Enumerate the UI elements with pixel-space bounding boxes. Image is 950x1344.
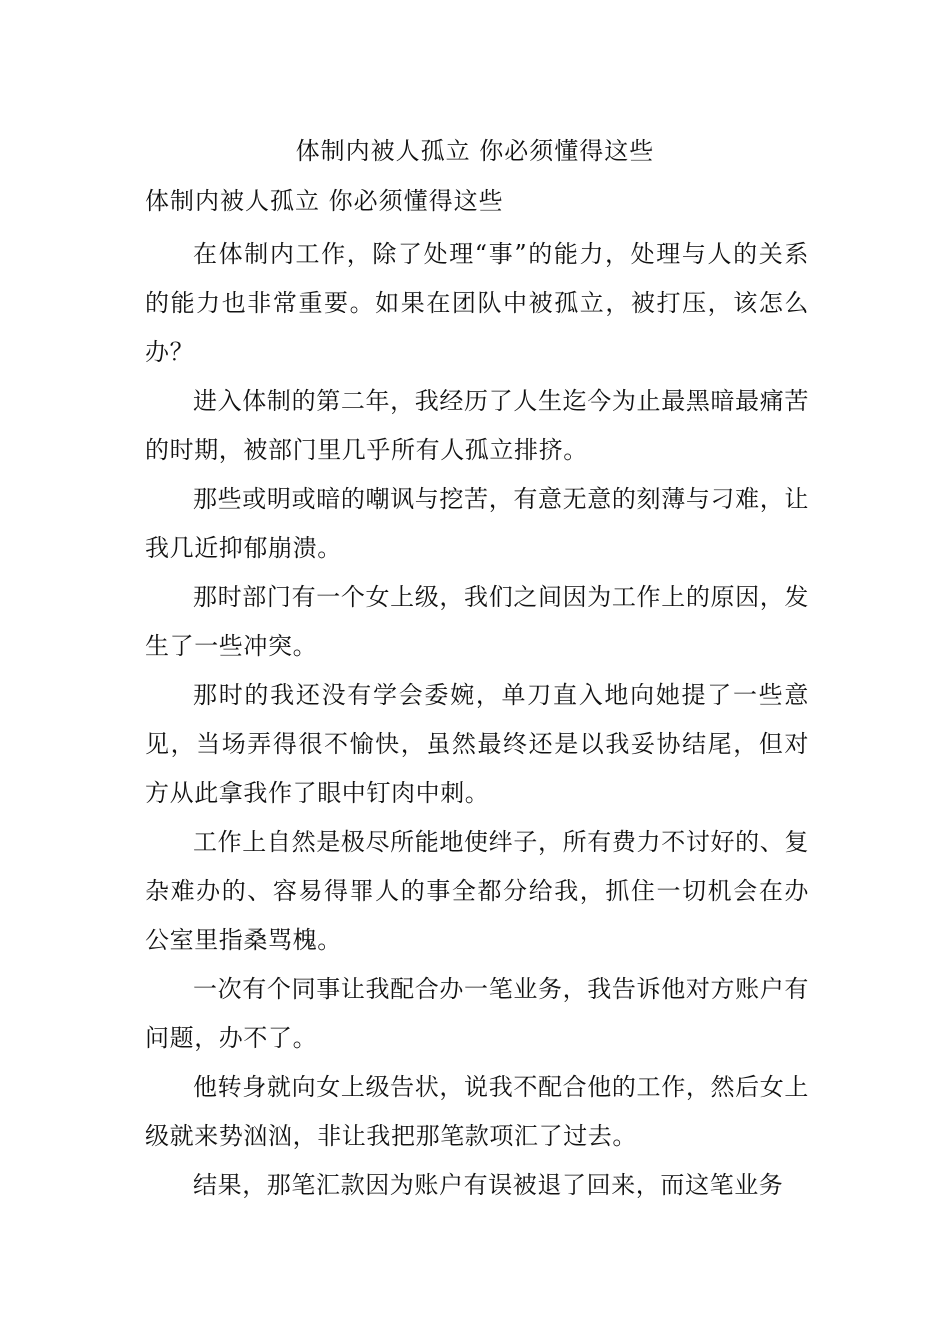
paragraph: 他转身就向女上级告状，说我不配合他的工作，然后女上级就来势汹汹，非让我把那笔款项汇了过去。 <box>145 1073 809 1150</box>
paragraph: 那时部门有一个女上级，我们之间因为工作上的原因，发生了一些冲突。 <box>145 583 809 660</box>
paragraph: 一次有个同事让我配合办一笔业务，我告诉他对方账户有问题，办不了。 <box>145 975 809 1052</box>
paragraph: 那时的我还没有学会委婉，单刀直入地向她提了一些意见，当场弄得很不愉快，虽然最终还是以我妥协结尾，但对方从此拿我作了眼中钉肉中刺。 <box>145 681 809 807</box>
paragraph: 工作上自然是极尽所能地使绊子，所有费力不讨好的、复杂难办的、容易得罪人的事全都分给我，抓住一切机会在办公室里指桑骂槐。 <box>145 828 809 954</box>
paragraph: 结果，那笔汇款因为账户有误被退了回来，而这笔业务 <box>193 1171 784 1199</box>
paragraph: 那些或明或暗的嘲讽与挖苦，有意无意的刻薄与刁难，让我几近抑郁崩溃。 <box>145 485 809 562</box>
document-title: 体制内被人孤立 你必须懂得这些 <box>295 137 655 165</box>
paragraph: 在体制内工作，除了处理“事”的能力，处理与人的关系的能力也非常重要。如果在团队中被孤立，被打压，该怎么办？ <box>145 240 809 366</box>
paragraph: 进入体制的第二年，我经历了人生迄今为止最黑暗最痛苦的时期，被部门里几乎所有人孤立排挤。 <box>145 387 809 464</box>
document-subtitle: 体制内被人孤立 你必须懂得这些 <box>145 187 504 215</box>
document-body <box>145 230 809 1210</box>
